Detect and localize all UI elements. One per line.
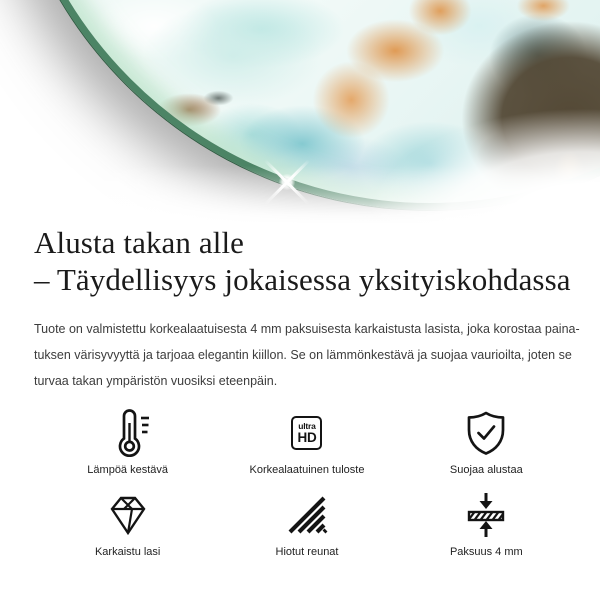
feature-item-heat-resistant [38,408,217,478]
diamond-icon [104,490,152,540]
polished-edges-icon-svg [283,491,331,539]
ultra-hd-badge-top: ultra [298,421,316,431]
heading-line-2: – Täydellisyys jokaisessa yksityiskohdassa [34,262,571,297]
feature-label: Paksuus 4 mm [449,546,523,558]
section-paragraph [34,316,580,394]
paragraph-line: tuksen värisyvyyttä ja tarjoaa elegantin kiillon. Se on lämmönkestävä ja suojaa vaurioilta, joten se [34,348,572,362]
product-description-section [0,224,600,560]
feature-item-protects-base [397,408,576,478]
paragraph-line: Tuote on valmistettu korkealaatuisesta 4 mm paksuisesta karkaistusta lasista, joka korostaa paina- [34,322,580,336]
product-photo-section [0,0,600,224]
feature-item-tempered-glass [38,490,217,560]
feature-item-thickness [397,490,576,560]
paragraph-line: turvaa takan ympäristön vuosiksi eteenpäin. [34,374,278,388]
glass-hearth-pad-photo [0,0,600,210]
ultra-hd-badge [291,416,322,450]
thermometer-icon [104,408,152,458]
shield-check-icon [462,408,510,458]
feature-label: Suojaa alustaa [449,464,523,476]
feature-item-print-quality [217,408,396,478]
compressed-thickness-icon [462,490,510,540]
ultra-hd-icon [291,408,322,458]
ultra-hd-badge-bottom: HD [297,430,317,445]
compressed-thickness-icon-svg [462,491,510,539]
diamond-icon-svg [104,491,152,539]
feature-label: Korkealaatuinen tuloste [249,464,365,476]
feature-item-polished-edges [217,490,396,560]
shield-check-icon-svg [462,409,510,457]
feature-label: Lämpöä kestävä [87,464,169,476]
features-grid [34,408,580,560]
feature-label: Karkaistu lasi [94,546,161,558]
feature-label: Hiotut reunat [275,546,339,558]
thermometer-icon-svg [104,409,152,457]
heading-line-1: Alusta takan alle [34,225,245,260]
section-heading [34,224,580,298]
polished-edges-icon [283,490,331,540]
